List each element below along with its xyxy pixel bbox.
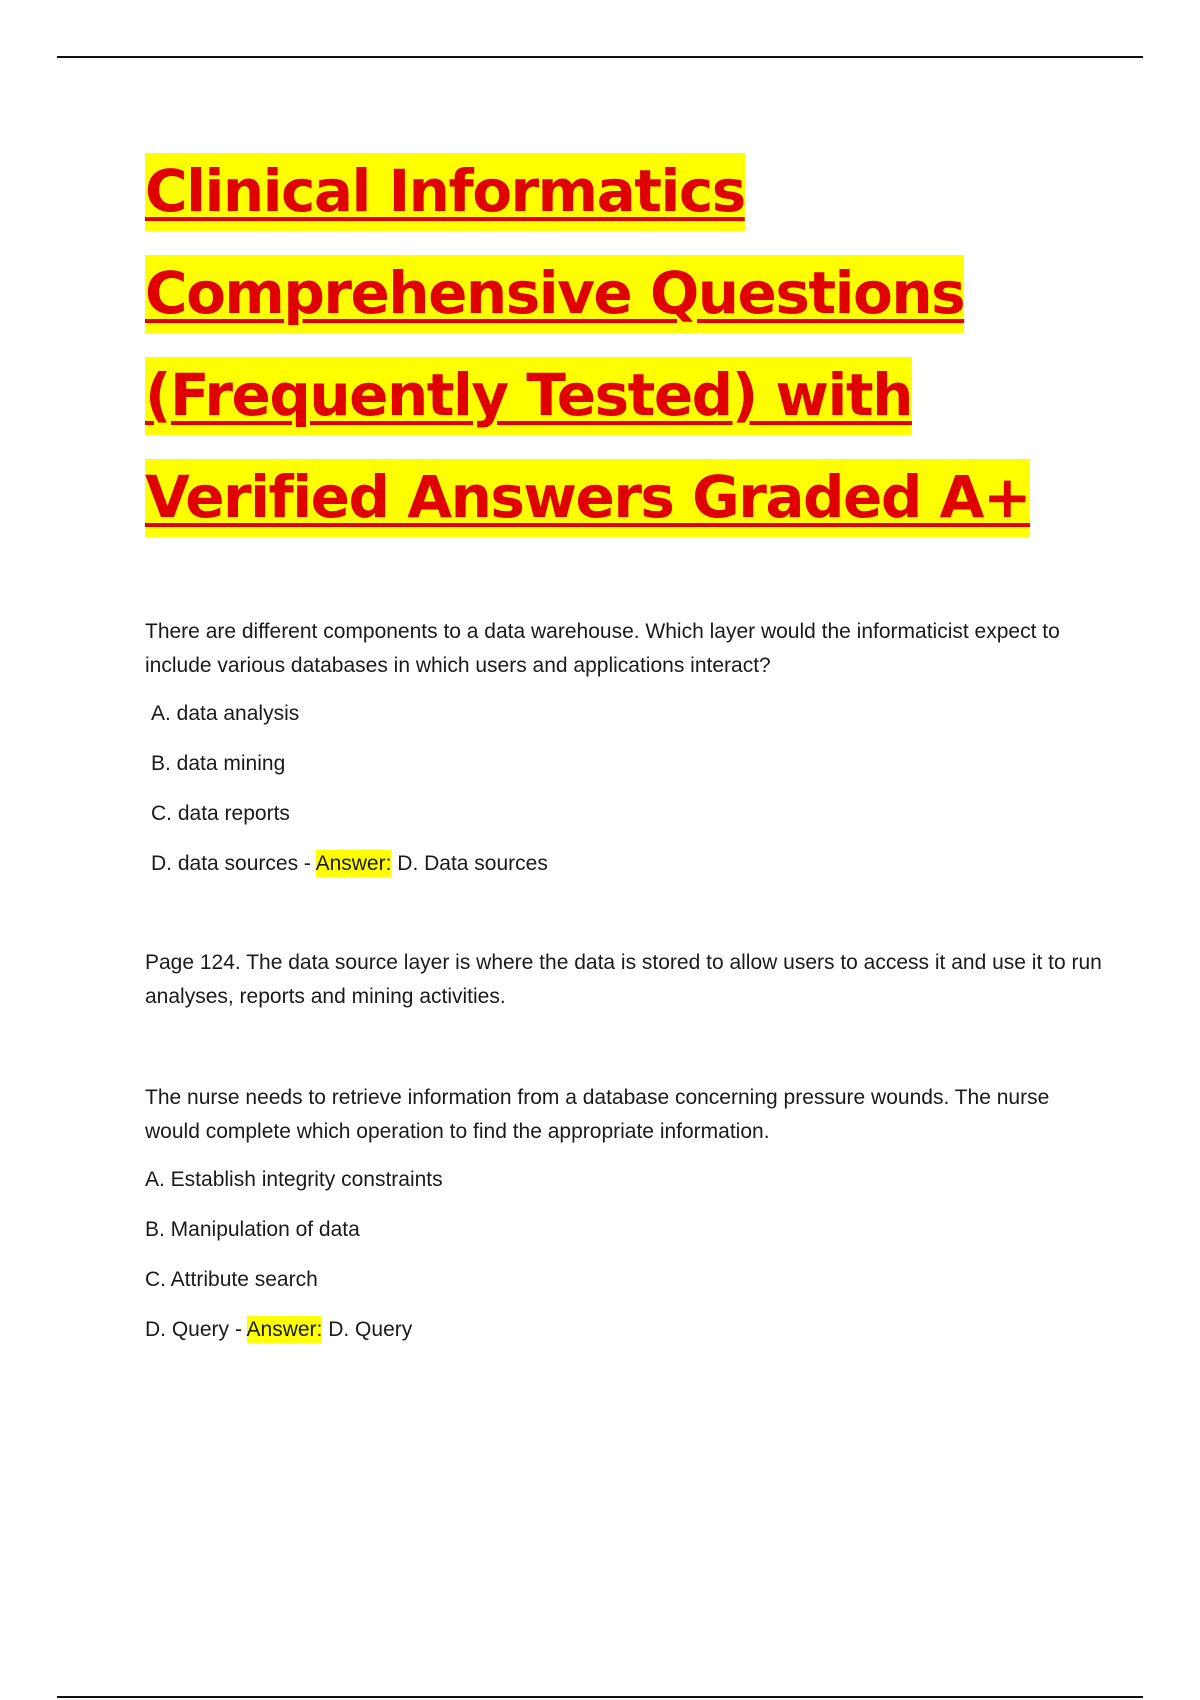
- answer-value: D. Query: [322, 1318, 413, 1341]
- rationale-text: Page 124. The data source layer is where the data is stored to allow users to access it and use it to run analyses, reports and mining activities.: [145, 951, 1102, 1008]
- question-text: There are different components to a data warehouse. Which layer would the informaticist expect to include various databases in which users and applications interact?: [145, 620, 1060, 677]
- option-c: C. data reports: [151, 802, 290, 825]
- question-block-1: [145, 615, 1105, 1014]
- option-a: A. data analysis: [151, 702, 300, 725]
- option-c: C. Attribute search: [145, 1268, 318, 1291]
- option-b: B. data mining: [151, 752, 286, 775]
- title-line: (Frequently Tested) with: [145, 344, 1105, 446]
- answer-value: D. Data sources: [391, 852, 548, 875]
- document-title: [145, 140, 1105, 548]
- answer-label: Answer:: [246, 1318, 323, 1341]
- option-d: D. Query -: [145, 1318, 247, 1341]
- bottom-rule: [57, 1696, 1143, 1698]
- answer-label: Answer:: [315, 852, 392, 875]
- title-line: Verified Answers Graded A+: [145, 446, 1105, 548]
- option-b: B. Manipulation of data: [145, 1218, 360, 1241]
- option-d-with-answer: [145, 847, 1105, 881]
- title-line: Clinical Informatics: [145, 140, 1105, 242]
- document-body: [145, 615, 1105, 1347]
- option-a: A. Establish integrity constraints: [145, 1168, 443, 1191]
- option-d: D. data sources -: [151, 852, 316, 875]
- question-text: The nurse needs to retrieve information from a database concerning pressure wounds. The nurse would complete which operation to find the appropriate information.: [145, 1086, 1050, 1143]
- question-block-2: [145, 1081, 1105, 1347]
- title-line: Comprehensive Questions: [145, 242, 1105, 344]
- option-d-with-answer: [145, 1313, 1105, 1347]
- top-rule: [57, 56, 1143, 58]
